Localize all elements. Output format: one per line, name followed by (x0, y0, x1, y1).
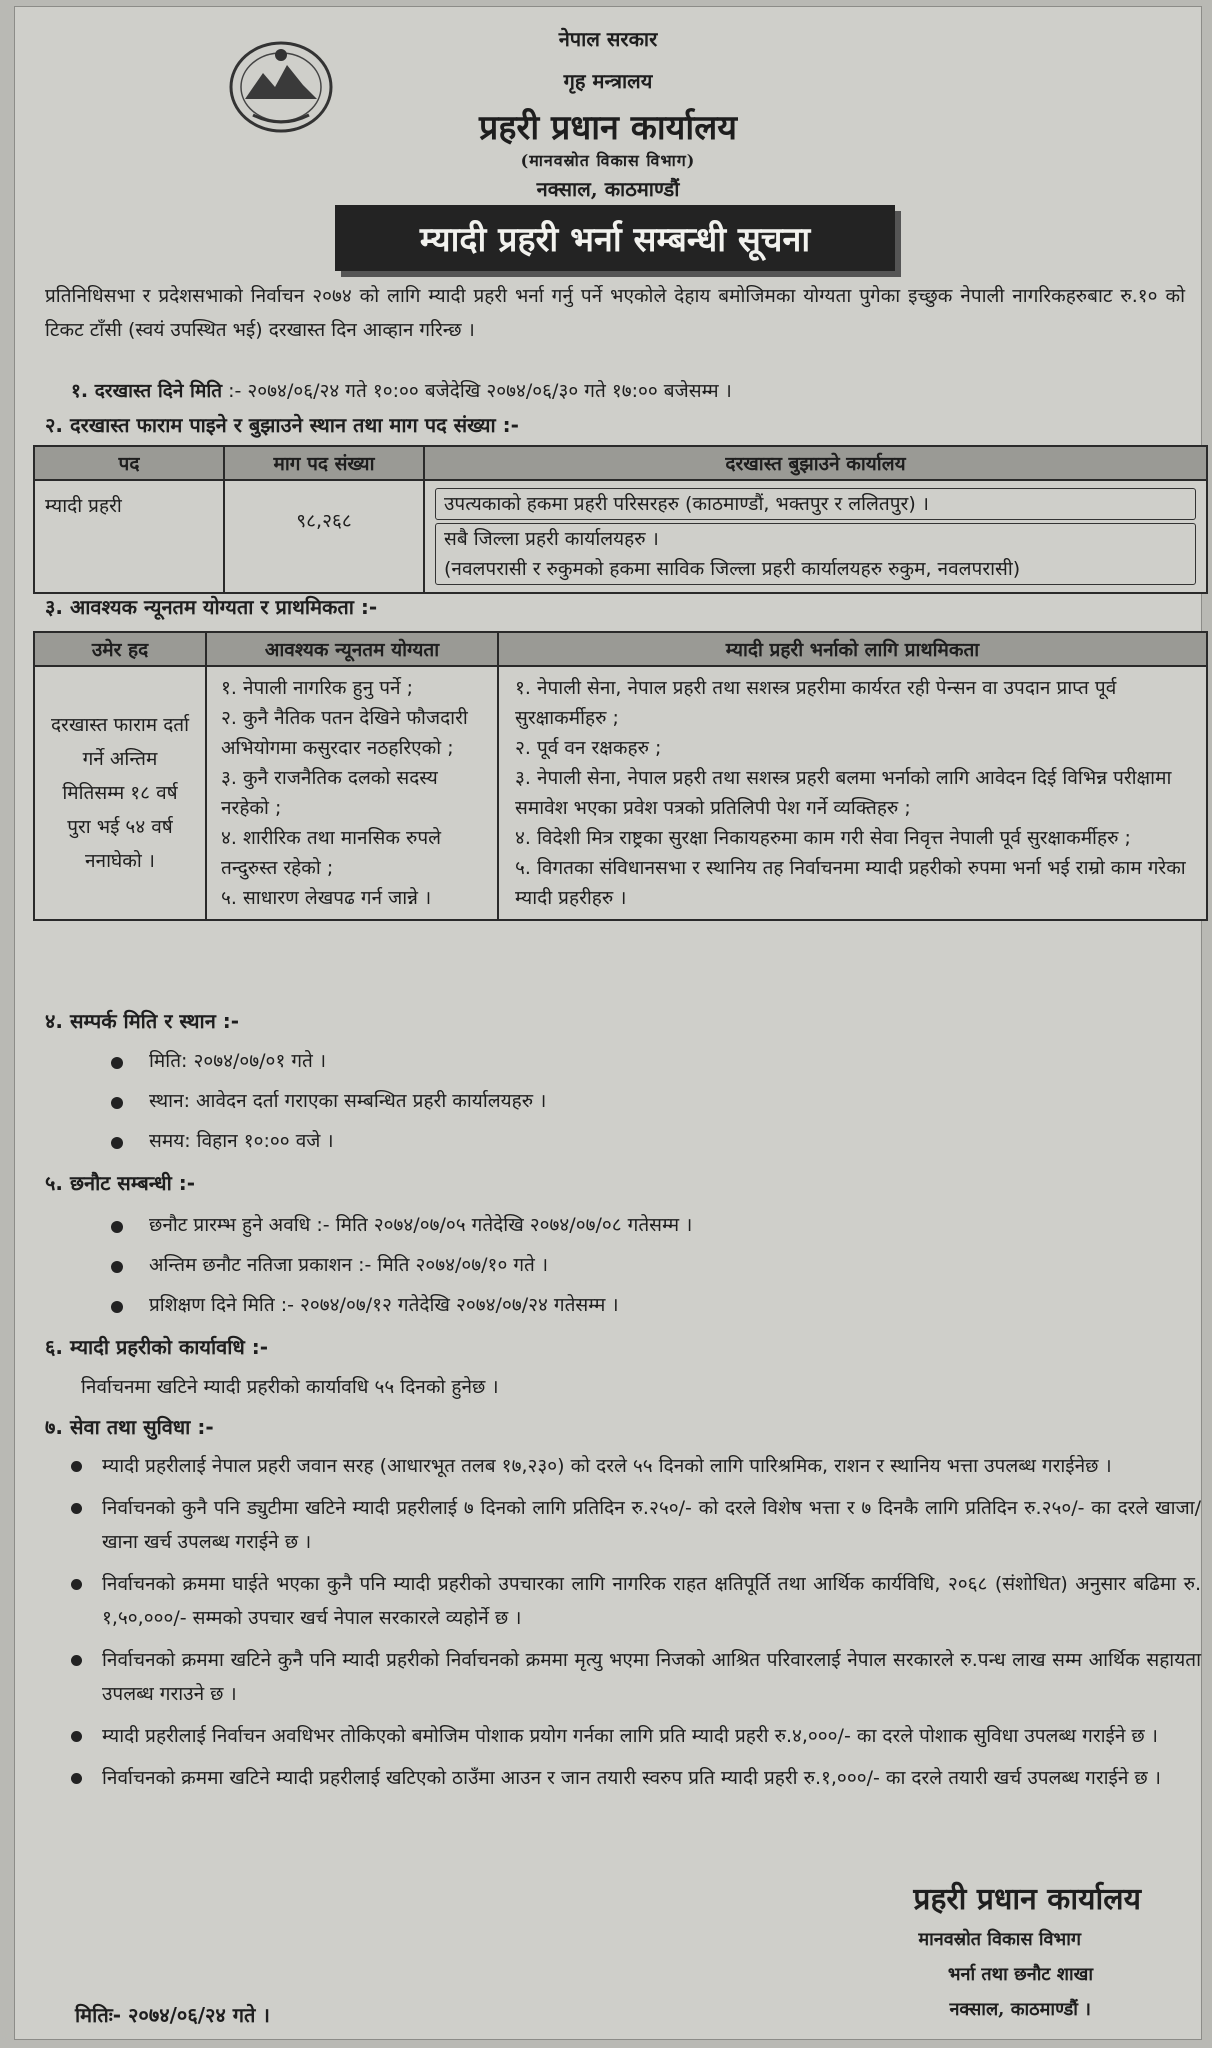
section1-text: :- २०७४/०६/२४ गते १०:०० बजेदेखि २०७४/०६/३० गते १७:०० बजेसम्म । (228, 380, 732, 402)
priority-item: ४. विदेशी मित्र राष्ट्रका सुरक्षा निकायहरुमा काम गरी सेवा निवृत्त नेपाली पूर्व सुरक्षाकर्मीहरु ; (515, 827, 1131, 849)
notice-sheet (14, 6, 1202, 2040)
section5-heading: ५. छनौट सम्बन्धी :- (45, 1171, 196, 1195)
list-item-text: निर्वाचनको क्रममा खटिने कुनै पनि म्यादी प्रहरीको निर्वाचनको क्रममा मृत्यु भएमा निजको आश्रित परिवारलाई नेपाल सरकारले रु.पन्ध लाख सम्म आर्थिक सहायता उपलब्ध गराउने छ । (102, 1649, 1201, 1705)
list-item (111, 1047, 546, 1087)
posts-col-count: माग पद संख्या (224, 446, 424, 480)
bullet-icon (111, 1057, 123, 1069)
list-item-text: स्थान: आवेदन दर्ता गराएका सम्बन्धित प्रहरी कार्यालयहरु । (149, 1090, 547, 1112)
signature-location: नक्साल, काठमाण्डौं । (949, 1999, 1091, 2020)
signature-office: प्रहरी प्रधान कार्यालय (913, 1882, 1141, 1917)
priority-item: ३. नेपाली सेना, नेपाल प्रहरी तथा सशस्त्र प्रहरी बलमा भर्नाको लागि आवेदन दिई विभिन्न परीक्षामा समावेश भएका प्रवेश पत्रको प्रतिलिपी पेश गर्ने व्यक्तिहरु ; (515, 767, 1172, 819)
section1-line (71, 377, 732, 403)
bullet-icon (111, 1261, 123, 1273)
bullet-icon (71, 1461, 82, 1472)
posts-col-office: दरखास्त बुझाउने कार्यालय (424, 446, 1207, 480)
list-item (71, 1567, 1201, 1635)
qual-item: १. नेपाली नागरिक हुनु पर्ने ; (221, 677, 413, 699)
section6-text: निर्वाचनमा खटिने म्यादी प्रहरीको कार्यावधि ५५ दिनको हुनेछ । (81, 1376, 499, 1398)
qualification-table (33, 631, 1208, 921)
list-item-text: निर्वाचनको कुनै पनि ड्युटीमा खटिने म्यादी प्रहरीलाई ७ दिनको लागि प्रतिदिन रु.२५०/- को दरले विशेष भत्ता र ७ दिनकै लागि प्रतिदिन रु.२५०/- का दरले खाजा/खाना खर्च उपलब्ध गराईने छ । (102, 1497, 1201, 1553)
section1-label: १. दरखास्त दिने मिति (71, 380, 223, 402)
list-item (111, 1087, 546, 1127)
list-item-text: म्यादी प्रहरीलाई निर्वाचन अवधिभर तोकिएको बमोजिम पोशाक प्रयोग गर्नका लागि प्रति म्यादी प्रहरी रु.४,०००/- का दरले पोशाक सुविधा उपलब्ध गराईने छ । (102, 1725, 1158, 1747)
list-item-text: मिति: २०७४/०७/०१ गते । (149, 1050, 327, 1072)
qual-col-min: आवश्यक न्यूनतम योग्यता (206, 632, 498, 666)
list-item-text: समय: विहान १०:०० वजे । (149, 1130, 334, 1152)
list-item (71, 1761, 1201, 1795)
priority-list (498, 666, 1207, 920)
signature-branch: भर्ना तथा छनौट शाखा (947, 1964, 1093, 1985)
list-item-text: प्रशिक्षण दिने मिति :- २०७४/०७/१२ गतेदेखि २०७४/०७/२४ गतेसम्म । (149, 1294, 619, 1316)
list-item (71, 1643, 1201, 1711)
location-label: नक्साल, काठमाण्डौं (536, 177, 680, 201)
section6-heading: ६. म्यादी प्रहरीको कार्यावधि :- (45, 1335, 269, 1359)
bullet-icon (111, 1137, 123, 1149)
bullet-icon (111, 1301, 123, 1313)
notice-header (15, 7, 1201, 277)
qual-item: २. कुनै नैतिक पतन देखिने फौजदारी अभियोगमा कसुरदार नठहरिएको ; (221, 707, 468, 759)
bullet-icon (71, 1731, 82, 1742)
intro-paragraph: प्रतिनिधिसभा र प्रदेशसभाको निर्वाचन २०७४ को लागि म्यादी प्रहरी भर्ना गर्नु पर्ने भएकोले देहाय बमोजिमका योग्यता पुगेका इच्छुक नेपाली नागरिकहरुबाट रु.१० को टिकट टाँसी (स्वयं उपस्थित भई) दरखास्त दिन आव्हान गरिन्छ । (45, 285, 1185, 341)
qual-item: ५. साधारण लेखपढ गर्न जान्ने । (221, 887, 432, 909)
bullet-icon (71, 1579, 82, 1590)
list-item-text: छनौट प्रारम्भ हुने अवधि :- मिति २०७४/०७/०५ गतेदेखि २०७४/०७/०८ गतेसम्म । (149, 1214, 693, 1236)
post-count: ९८,२६८ (224, 480, 424, 593)
priority-item: ५. विगतका संविधानसभा र स्थानिय तह निर्वाचनमा म्यादी प्रहरीको रुपमा भर्ना भई राम्रो काम गरेका म्यादी प्रहरीहरु । (515, 857, 1186, 909)
bullet-icon (71, 1773, 82, 1784)
section4-heading: ४. सम्पर्क मिति र स्थान :- (45, 1009, 240, 1033)
qual-list (206, 666, 498, 920)
bullet-icon (111, 1221, 123, 1233)
list-item-text: अन्तिम छनौट नतिजा प्रकाशन :- मिति २०७४/०७/१० गते । (149, 1254, 549, 1276)
qual-item: ४. शारीरिक तथा मानसिक रुपले तन्दुरुस्त रहेको ; (221, 827, 442, 879)
signature-department: मानवस्रोत विकास विभाग (918, 1929, 1081, 1950)
list-item (111, 1251, 692, 1291)
government-label: नेपाल सरकार (558, 27, 658, 51)
section7-heading: ७. सेवा तथा सुविधा :- (45, 1415, 214, 1439)
ministry-label: गृह मन्त्रालय (563, 69, 653, 93)
section4-list (111, 1047, 546, 1167)
bullet-icon (71, 1503, 82, 1514)
posts-table (33, 445, 1208, 594)
office-item-line: (नवलपरासी र रुकुमको हकमा साविक जिल्ला प्रहरी कार्यालयहरु रुकुम, नवलपरासी) (444, 558, 1021, 580)
list-item (111, 1127, 546, 1167)
office-item (435, 523, 1196, 585)
post-name: म्यादी प्रहरी (34, 480, 224, 593)
section3-heading: ३. आवश्यक न्यूनतम योग्यता र प्राथमिकता :- (45, 595, 378, 619)
office-item: उपत्यकाको हकमा प्रहरी परिसरहरु (काठमाण्डौं, भक्तपुर र ललितपुर) । (435, 488, 1196, 520)
posts-col-post: पद (34, 446, 224, 480)
age-limit: दरखास्त फाराम दर्ता गर्ने अन्तिम मितिसम्म १८ वर्ष पुरा भई ५४ वर्ष ननाघेको । (34, 666, 206, 920)
office-list (424, 480, 1207, 593)
priority-item: १. नेपाली सेना, नेपाल प्रहरी तथा सशस्त्र प्रहरीमा कार्यरत रही पेन्सन वा उपदान प्राप्त पूर्व सुरक्षाकर्मीहरु ; (515, 677, 1117, 729)
qual-col-age: उमेर हद (34, 632, 206, 666)
list-item-text: निर्वाचनको क्रममा खटिने म्यादी प्रहरीलाई खटिएको ठाउँमा आउन र जान तयारी स्वरुप प्रति म्यादी प्रहरी रु.१,०००/- का दरले तयारी खर्च उपलब्ध गराईने छ । (102, 1767, 1161, 1789)
priority-item: २. पूर्व वन रक्षकहरु ; (515, 737, 662, 759)
list-item (111, 1211, 692, 1251)
bullet-icon (71, 1655, 82, 1666)
qual-col-priority: म्यादी प्रहरी भर्नाको लागि प्राथमिकता (498, 632, 1207, 666)
list-item-text: निर्वाचनको क्रममा घाईते भएका कुनै पनि म्यादी प्रहरीको उपचारका लागि नागरिक राहत क्षतिपूर्ति तथा आर्थिक कार्यविधि, २०६८ (संशोधित) अनुसार बढिमा रु. १,५०,०००/- सम्मको उपचार खर्च नेपाल सरकारले व्यहोर्ने छ । (102, 1573, 1201, 1629)
section5-list (111, 1211, 692, 1331)
list-item-text: म्यादी प्रहरीलाई नेपाल प्रहरी जवान सरह (आधारभूत तलब १७,२३०) को दरले ५५ दिनको लागि पारिश्रमिक, राशन र स्थानिय भत्ता उपलब्ध गराईनेछ । (102, 1455, 1112, 1477)
section7-list (71, 1449, 1201, 1803)
list-item (71, 1719, 1201, 1753)
notice-title: म्यादी प्रहरी भर्ना सम्बन्धी सूचना (335, 205, 895, 271)
office-title: प्रहरी प्रधान कार्यालय (479, 108, 737, 148)
bullet-icon (111, 1097, 123, 1109)
department-label: (मानवस्रोत विकास विभाग) (520, 151, 696, 170)
list-item (71, 1449, 1201, 1483)
section2-heading: २. दरखास्त फाराम पाइने र बुझाउने स्थान तथा माग पद संख्या :- (45, 413, 519, 437)
notice-date: मितिः- २०७४/०६/२४ गते । (75, 2003, 270, 2027)
qual-item: ३. कुनै राजनैतिक दलको सदस्य नरहेको ; (221, 767, 438, 819)
list-item (71, 1491, 1201, 1559)
list-item (111, 1291, 692, 1331)
office-item-line: सबै जिल्ला प्रहरी कार्यालयहरु । (444, 528, 659, 550)
